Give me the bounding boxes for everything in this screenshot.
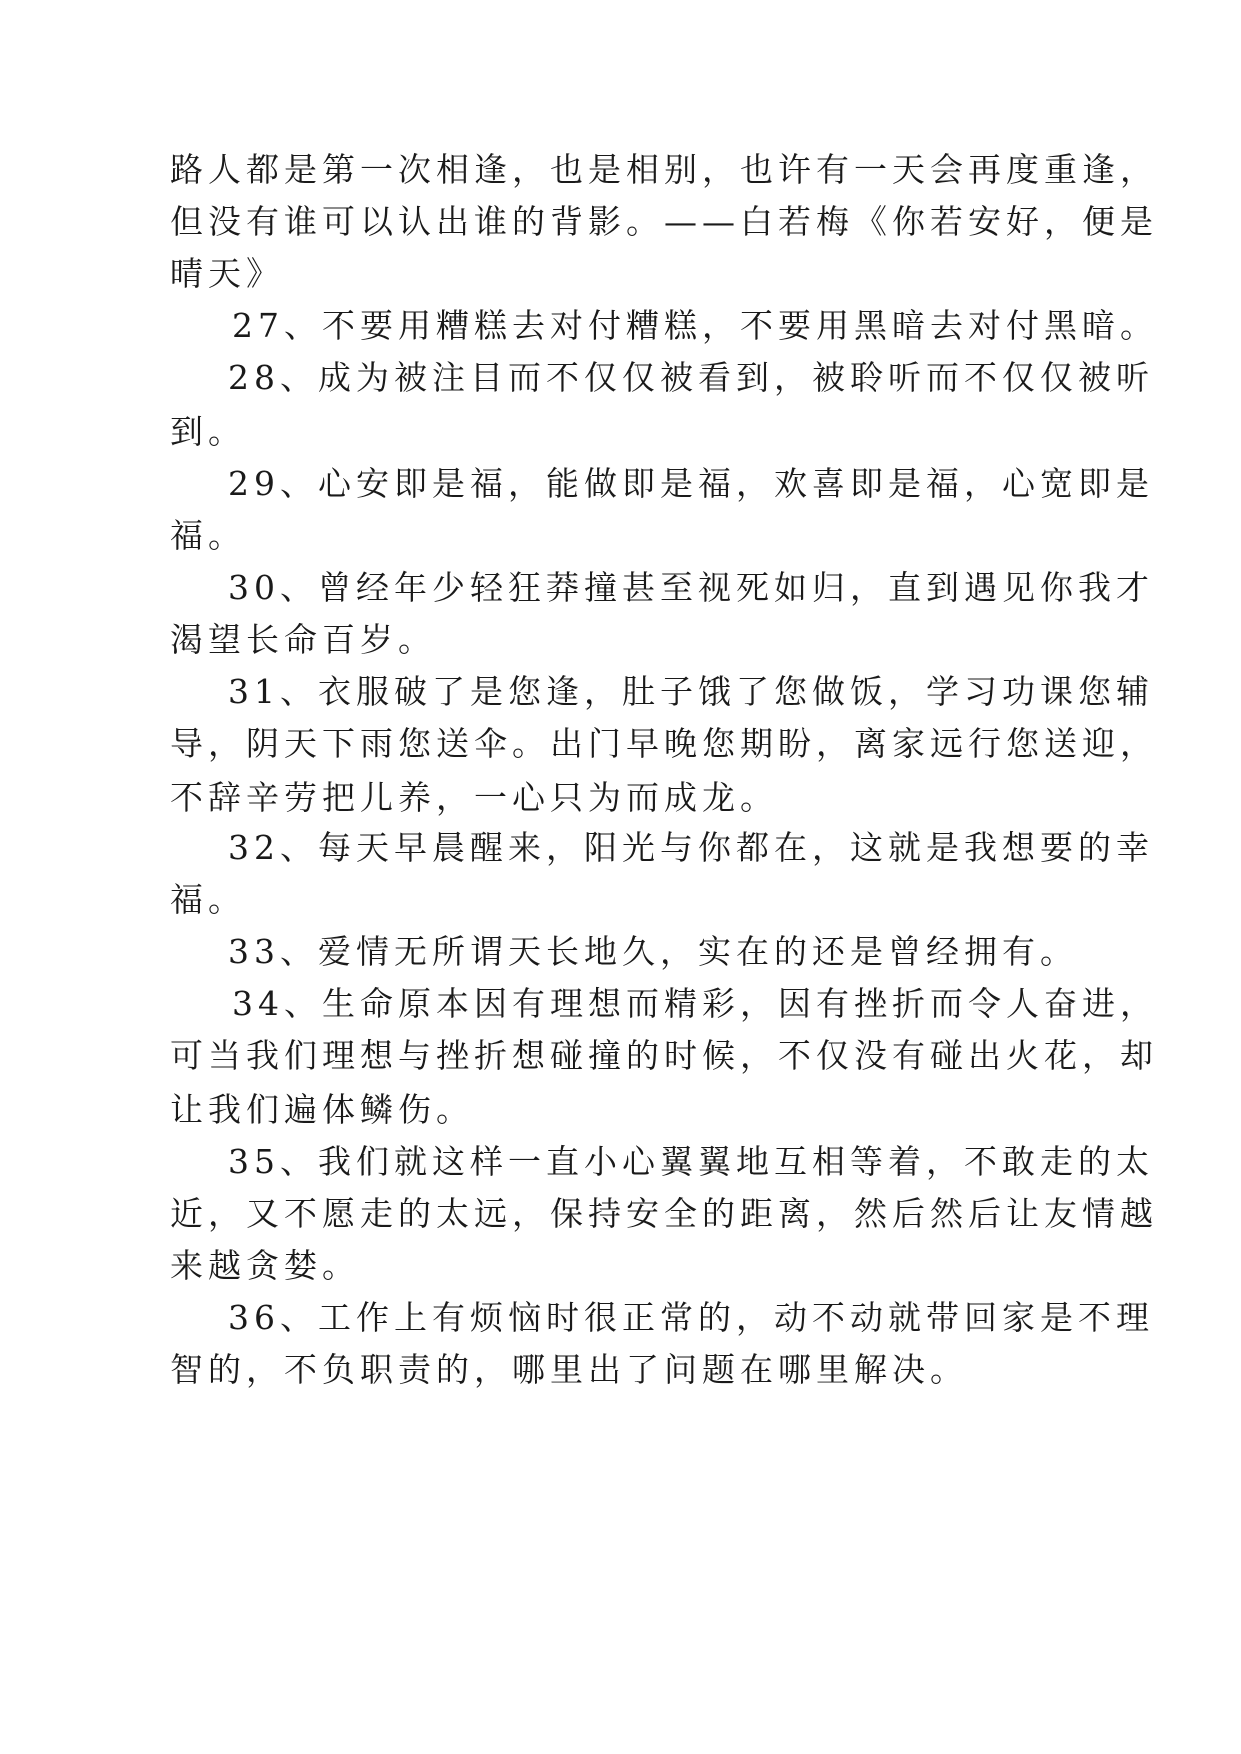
text-line: 30、曾经年少轻狂莽撞甚至视死如归，直到遇见你我才 bbox=[228, 568, 1154, 607]
text-line: 31、衣服破了是您逢，肚子饿了您做饭，学习功课您辅 bbox=[228, 672, 1154, 711]
text-line: 来越贪婪。 bbox=[170, 1246, 360, 1285]
text-line: 可当我们理想与挫折想碰撞的时候，不仅没有碰出火花，却 bbox=[170, 1036, 1158, 1075]
text-line: 让我们遍体鳞伤。 bbox=[170, 1090, 474, 1129]
text-line: 到。 bbox=[170, 412, 246, 451]
text-line: 33、爱情无所谓天长地久，实在的还是曾经拥有。 bbox=[228, 932, 1078, 971]
text-line: 28、成为被注目而不仅仅被看到，被聆听而不仅仅被听 bbox=[228, 358, 1154, 397]
text-line: 近，又不愿走的太远，保持安全的距离，然后然后让友情越 bbox=[170, 1194, 1158, 1233]
text-line: 但没有谁可以认出谁的背影。——白若梅《你若安好，便是 bbox=[170, 202, 1158, 241]
text-line: 32、每天早晨醒来，阳光与你都在，这就是我想要的幸 bbox=[228, 828, 1154, 867]
text-line: 29、心安即是福，能做即是福，欢喜即是福，心宽即是 bbox=[228, 464, 1154, 503]
text-line: 27、不要用糟糕去对付糟糕，不要用黑暗去对付黑暗。 bbox=[232, 306, 1158, 345]
text-line: 智的，不负职责的，哪里出了问题在哪里解决。 bbox=[170, 1350, 968, 1389]
text-line: 晴天》 bbox=[170, 254, 284, 293]
text-line: 福。 bbox=[170, 880, 246, 919]
text-line: 福。 bbox=[170, 516, 246, 555]
text-line: 36、工作上有烦恼时很正常的，动不动就带回家是不理 bbox=[228, 1298, 1154, 1337]
text-line: 34、生命原本因有理想而精彩，因有挫折而令人奋进， bbox=[232, 984, 1158, 1023]
text-line: 35、我们就这样一直小心翼翼地互相等着，不敢走的太 bbox=[228, 1142, 1154, 1181]
text-line: 导，阴天下雨您送伞。出门早晚您期盼，离家远行您送迎， bbox=[170, 724, 1158, 763]
text-line: 不辞辛劳把儿养，一心只为而成龙。 bbox=[170, 778, 778, 817]
text-line: 路人都是第一次相逢，也是相别，也许有一天会再度重逢， bbox=[170, 150, 1158, 189]
text-line: 渴望长命百岁。 bbox=[170, 620, 436, 659]
